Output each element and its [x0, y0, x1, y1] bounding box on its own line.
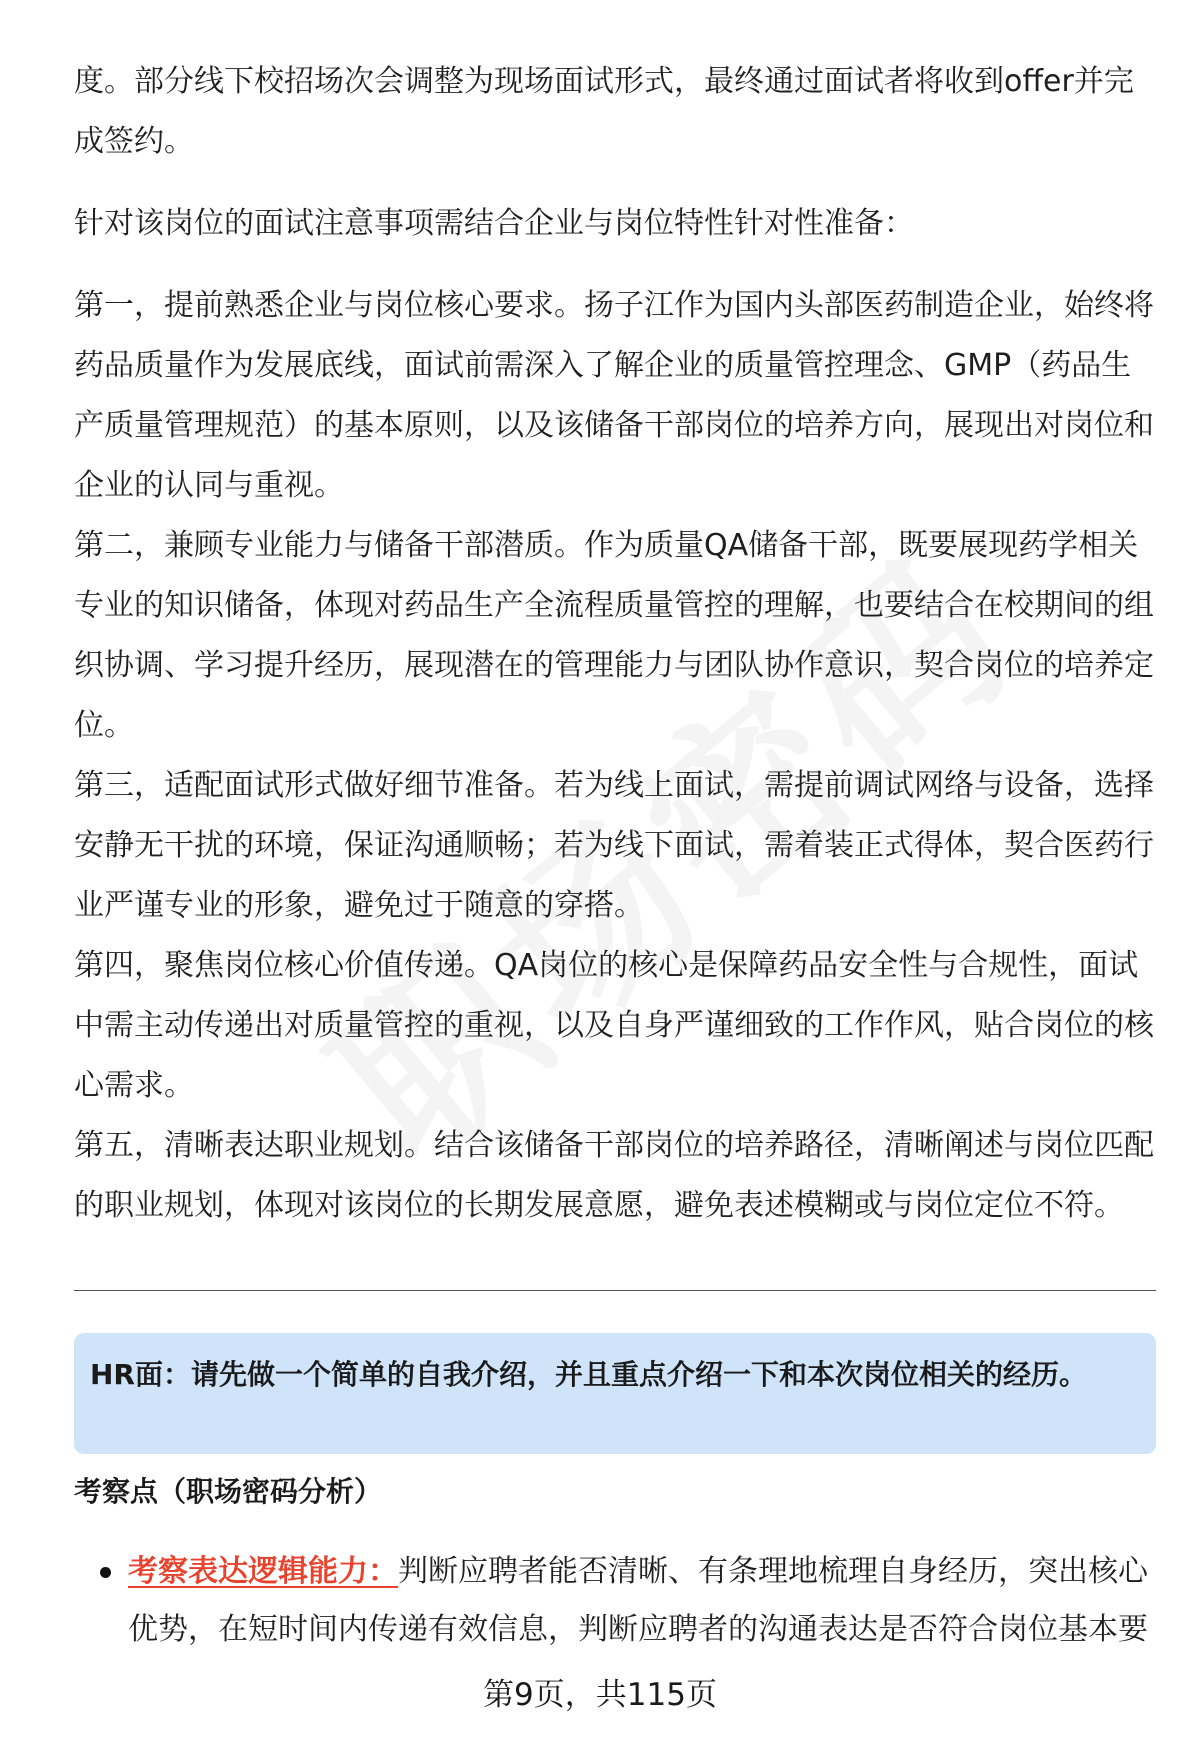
- bullet-highlight-label: 考察表达逻辑能力：: [128, 1554, 398, 1589]
- paragraph-point-5: 第五，清晰表达职业规划。结合该储备干部岗位的培养路径，清晰阐述与岗位匹配的职业规划，体现对该岗位的长期发展意愿，避免表述模糊或与岗位定位不符。: [74, 1128, 1154, 1223]
- paragraph-point-1: 第一，提前熟悉企业与岗位核心要求。扬子江作为国内头部医药制造企业，始终将药品质量作为发展底线，面试前需深入了解企业的质量管控理念、GMP（药品生产质量管理规范）的基本原则，以及该储备干部岗位的培养方向，展现出对岗位和企业的认同与重视。: [74, 288, 1154, 503]
- document-body: [74, 52, 1154, 1236]
- list-item: [100, 1543, 1155, 1659]
- bullet-list: [100, 1543, 1155, 1659]
- paragraph-point-3: 第三，适配面试形式做好细节准备。若为线上面试，需提前调试网络与设备，选择安静无干扰的环境，保证沟通顺畅；若为线下面试，需着装正式得体，契合医药行业严谨专业的形象，避免过于随意的穿搭。: [74, 768, 1154, 923]
- bullet-text: 判断应聘者能否清晰、有条理地梳理自身经历，突出核心优势，在短时间内传递有效信息，判断应聘者的沟通表达是否符合岗位基本要: [128, 1554, 1148, 1647]
- section-title: 考察点（职场密码分析）: [74, 1475, 383, 1508]
- paragraph-intro: 度。部分线下校招场次会调整为现场面试形式，最终通过面试者将收到offer并完成签约。: [74, 64, 1134, 159]
- section-divider: [74, 1290, 1156, 1291]
- page-number: 第9页，共115页: [483, 1677, 717, 1713]
- paragraph-lead: 针对该岗位的面试注意事项需结合企业与岗位特性针对性准备：: [74, 206, 914, 241]
- paragraph-point-2: 第二，兼顾专业能力与储备干部潜质。作为质量QA储备干部，既要展现药学相关专业的知识储备，体现对药品生产全流程质量管控的理解，也要结合在校期间的组织协调、学习提升经历，展现潜在的管理能力与团队协作意识，契合岗位的培养定位。: [74, 528, 1154, 743]
- question-text: HR面：请先做一个简单的自我介绍，并且重点介绍一下和本次岗位相关的经历。: [90, 1358, 1087, 1391]
- question-box: [74, 1333, 1156, 1454]
- paragraph-point-4: 第四，聚焦岗位核心价值传递。QA岗位的核心是保障药品安全性与合规性，面试中需主动传递出对质量管控的重视，以及自身严谨细致的工作作风，贴合岗位的核心需求。: [74, 948, 1154, 1103]
- bullet-dot-icon: [100, 1567, 111, 1578]
